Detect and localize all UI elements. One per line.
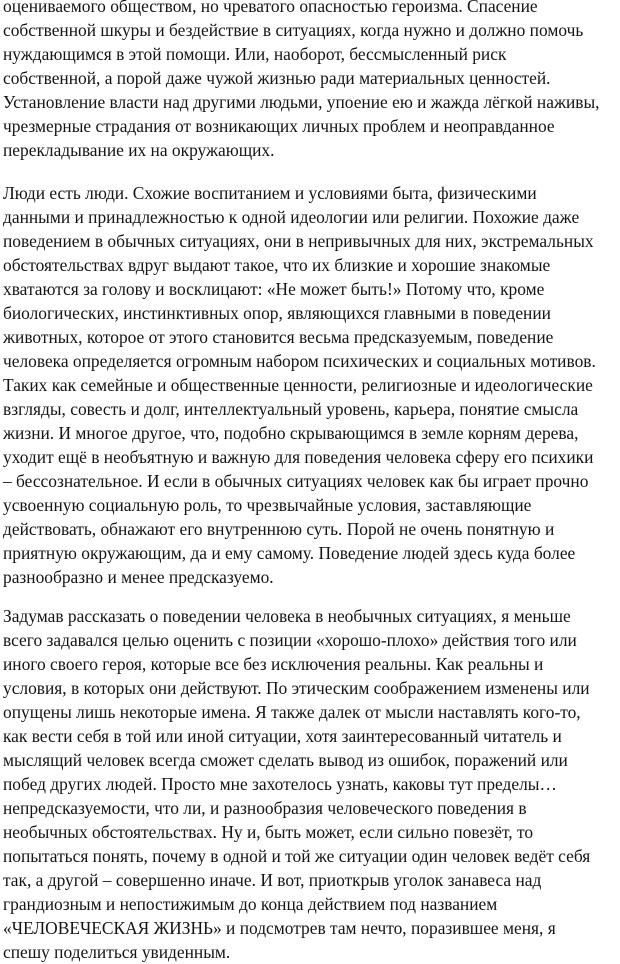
text-line: биологических, инстинктивных опор, являющихся главными в поведении bbox=[3, 303, 551, 323]
text-line: «ЧЕЛОВЕЧЕСКАЯ ЖИЗНЬ» и подсмотрев там нечто, поразившее меня, я bbox=[3, 918, 556, 938]
text-line: условия, в которых они действуют. По этическим соображением изменены или bbox=[3, 678, 590, 698]
text-line: – бессознательное. И если в обычных ситуациях человек как бы играет прочно bbox=[3, 471, 589, 491]
text-line: приятную окружающим, да и ему самому. Поведение людей здесь куда более bbox=[3, 543, 576, 563]
text-line: данными и принадлежностью к одной идеологии или религии. Похожие даже bbox=[3, 207, 580, 227]
text-line: Установление власти над другими людьми, упоение ею и жажда лёгкой наживы, bbox=[3, 92, 600, 112]
text-line: грандиозным и непостижимым до конца действием под названием bbox=[3, 894, 498, 914]
text-line: Таких как семейные и общественные ценности, религиозные и идеологические bbox=[3, 375, 593, 395]
text-line: собственной, а порой даже чужой жизнью ради материальных ценностей. bbox=[3, 68, 551, 88]
text-line: мыслящий человек всегда сможет сделать вывод из ошибок, поражений или bbox=[3, 750, 568, 770]
text-line: собственной шкуры и бездействие в ситуациях, когда нужно и должно помочь bbox=[3, 20, 584, 40]
text-line: перекладывание их на окружающих. bbox=[3, 140, 275, 160]
text-line: обстоятельствах вдруг выдают такое, что их близкие и хорошие знакомые bbox=[3, 255, 551, 275]
text-line: взгляды, совесть и долг, интеллектуальный уровень, карьера, понятие смысла bbox=[3, 399, 579, 419]
text-line: попытаться понять, почему в одной и той же ситуации один человек ведёт себя bbox=[3, 846, 591, 866]
text-line: непредсказуемости, что ли, и разнообразия человеческого поведения в bbox=[3, 798, 527, 818]
text-line: как вести себя в той или иной ситуации, хотя заинтересованный читатель и bbox=[3, 726, 562, 746]
text-line: побед других людей. Просто мне захотелось узнать, каковы тут пределы… bbox=[3, 774, 557, 794]
text-line: жизни. И многое другое, что, подобно скрывающимся в земле корням дерева, bbox=[3, 423, 579, 443]
paragraph-3 bbox=[3, 604, 617, 964]
text-line: усвоенную социальную роль, то чрезвычайные условия, заставляющие bbox=[3, 495, 532, 515]
text-line: чрезмерные страдания от возникающих личных проблем и неоправданное bbox=[3, 116, 555, 136]
paragraph-2 bbox=[3, 181, 617, 589]
text-line: разнообразно и менее предсказуемо. bbox=[3, 567, 274, 587]
text-line: Задумав рассказать о поведении человека в необычных ситуациях, я меньше bbox=[3, 606, 571, 626]
text-line: оцениваемого обществом, но чреватого опасностью героизма. Спасение bbox=[3, 0, 538, 16]
text-line: спешу поделиться увиденным. bbox=[3, 942, 231, 962]
text-line: опущены лишь некоторые имена. Я также далек от мысли наставлять кого-то, bbox=[3, 702, 581, 722]
text-line: животных, которое от этого становится весьма предсказуемым, поведение bbox=[3, 327, 554, 347]
text-line: так, а другой – совершенно иначе. И вот, приоткрыв уголок занавеса над bbox=[3, 870, 542, 890]
text-line: необычных обстоятельствах. Ну и, быть может, если сильно повезёт, то bbox=[3, 822, 534, 842]
text-line: уходит ещё в необъятную и важную для поведения человека сферу его психики bbox=[3, 447, 594, 467]
text-line: человека определяется огромным набором психических и социальных мотивов. bbox=[3, 351, 596, 371]
paragraph-1 bbox=[3, 0, 617, 162]
text-line: нуждающимся в этой помощи. Или, наоборот, бессмысленный риск bbox=[3, 44, 507, 64]
text-line: поведением в обычных ситуациях, они в непривычных для них, экстремальных bbox=[3, 231, 594, 251]
text-line: действовать, обнажают его внутреннюю суть. Порой не очень понятную и bbox=[3, 519, 555, 539]
text-line: хватаются за голову и восклицают: «Не может быть!» Потому что, кроме bbox=[3, 279, 545, 299]
text-line: всего задавался целью оценить с позиции «хорошо-плохо» действия того или bbox=[3, 630, 577, 650]
text-line: иного своего героя, которые все без исключения реальны. Как реальны и bbox=[3, 654, 544, 674]
text-line: Люди есть люди. Схожие воспитанием и условиями быта, физическими bbox=[3, 183, 537, 203]
